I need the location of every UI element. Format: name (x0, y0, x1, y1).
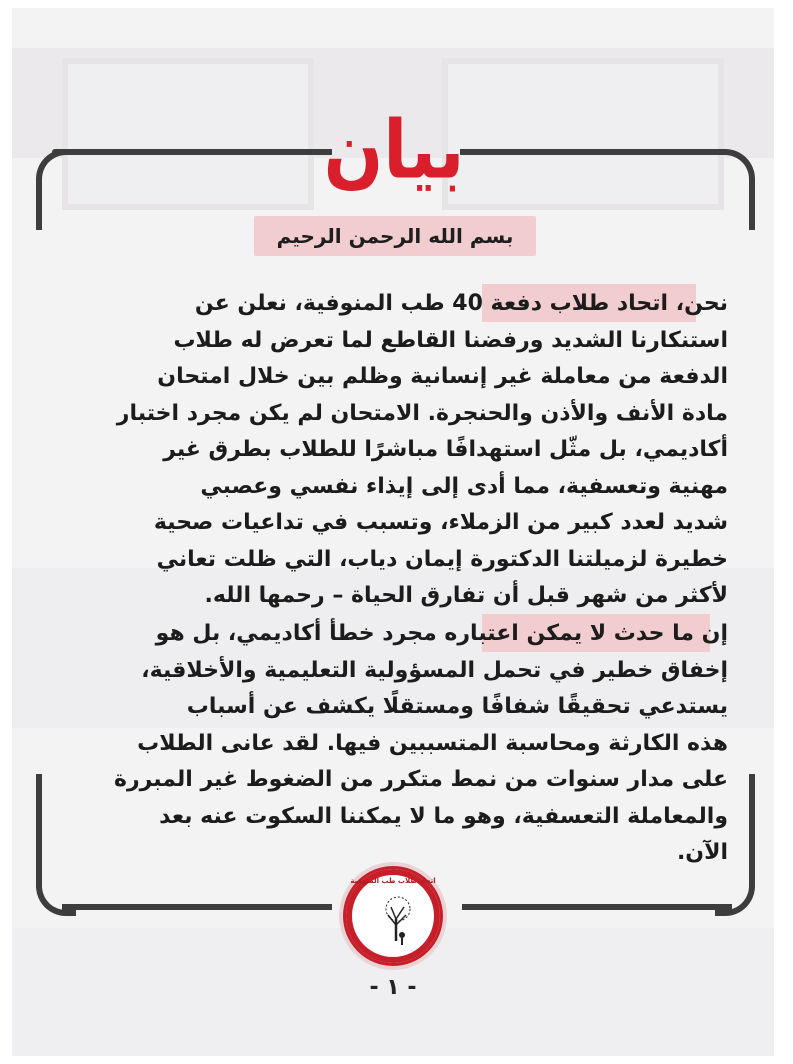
paragraph-line: مادة الأنف والأذن والحنجرة. الامتحان لم يكن مجرد اختبار (116, 400, 728, 426)
paragraph-line: مهنية وتعسفية، مما أدى إلى إيذاء نفسي وعصبي (200, 473, 728, 499)
paragraph-line: لأكثر من شهر قبل أن تفارق الحياة – رحمها الله. (204, 583, 728, 608)
frame-top-left (52, 149, 332, 155)
frame-left-bottom (36, 774, 42, 884)
paragraph-line: هذه الكارثة ومحاسبة المتسببين فيها. لقد عانى الطلاب (137, 730, 728, 756)
frame-bottom-right (462, 904, 732, 910)
statement-title (323, 102, 465, 198)
paragraph-line: استنكارنا الشديد ورفضنا القاطع لما تعرض له طلاب (173, 327, 728, 353)
paragraph-line: شديد لعدد كبير من الزملاء، وتسبب في تداعيات صحية (153, 510, 728, 535)
basmala: بسم الله الرحمن الرحيم (254, 216, 536, 256)
paragraph-line: إن ما حدث لا يمكن اعتباره مجرد خطأ أكاديمي، بل هو (155, 621, 728, 646)
logo-caption: اتحاد طلاب طب المنوفية (350, 877, 436, 885)
paragraph-2 (78, 616, 728, 872)
frame-right-top (749, 178, 755, 230)
paragraph-line: نحن، اتحاد طلاب دفعة 40 طب المنوفية، نعلن عن (194, 291, 728, 316)
frame-left-top (36, 178, 42, 230)
paragraph-line: يستدعي تحقيقًا شفافًا ومستقلًا يكشف عن أسباب (186, 694, 728, 719)
paragraph-line: الآن. (676, 840, 728, 865)
frame-corner-bottom-left (36, 876, 76, 916)
statement-title-text: بيان (323, 102, 465, 198)
paragraph-1 (78, 286, 728, 615)
bg-window-left (62, 58, 314, 210)
frame-bottom-left (62, 904, 332, 910)
paragraph-line: خطيرة لزميلتنا الدكتورة إيمان دياب، التي ظلت تعاني (156, 546, 728, 572)
bg-window-right (442, 58, 724, 210)
paragraph-line: على مدار سنوات من نمط متكرر من الضغوط غير المبررة (113, 767, 728, 792)
statement-page (12, 8, 774, 1056)
paragraph-line: والمعاملة التعسفية، وهو ما لا يمكننا السكوت عنه بعد (159, 803, 728, 829)
page-number: - ١ - (369, 974, 417, 1000)
paragraph-line: أكاديمي، بل مثّل استهدافًا مباشرًا للطلاب بطرق غير (163, 437, 728, 462)
frame-top-right (460, 149, 718, 155)
union-logo (343, 866, 443, 966)
paragraph-line: الدفعة من معاملة غير إنسانية وظلم بين خلال امتحان (157, 364, 728, 389)
frame-right-bottom (749, 774, 755, 884)
paragraph-line: إخفاق خطير في تحمل المسؤولية التعليمية والأخلاقية، (141, 657, 728, 683)
